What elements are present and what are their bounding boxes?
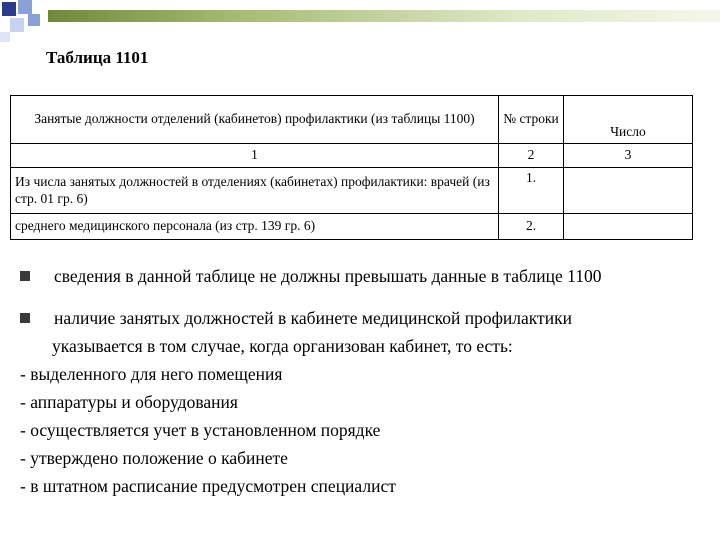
deco-square-pale bbox=[0, 32, 10, 42]
table-row bbox=[11, 168, 693, 214]
dash-item: - осуществляется учет в установленном порядке bbox=[20, 420, 381, 440]
table-row bbox=[11, 214, 693, 240]
note-text: наличие занятых должностей в кабинете медицинской профилактики bbox=[54, 308, 572, 328]
table-numbering-row bbox=[11, 144, 693, 168]
deco-square-blue-2 bbox=[28, 14, 40, 26]
table-title: Таблица 1101 bbox=[46, 48, 149, 67]
form-table-1101 bbox=[10, 95, 693, 240]
square-bullet-icon bbox=[20, 313, 30, 323]
row-number: 1. bbox=[499, 168, 564, 214]
header-count: Число bbox=[564, 96, 693, 144]
deco-square-light bbox=[10, 18, 24, 32]
header-row-number: № строки bbox=[499, 96, 564, 144]
dash-item: - выделенного для него помещения bbox=[20, 364, 283, 384]
header-accent-bar bbox=[48, 10, 720, 22]
row-number: 2. bbox=[499, 214, 564, 240]
note-text: сведения в данной таблице не должны превышать данные в таблице 1100 bbox=[54, 266, 602, 286]
dash-item: - утверждено положение о кабинете bbox=[20, 448, 288, 468]
header-positions: Занятые должности отделений (кабинетов) профилактики (из таблицы 1100) bbox=[11, 96, 499, 144]
numbering-cell: 1 bbox=[11, 144, 499, 168]
deco-square-dark bbox=[2, 2, 16, 16]
notes-list bbox=[20, 262, 710, 500]
row-value bbox=[564, 168, 693, 214]
table-header-row bbox=[11, 96, 693, 144]
row-label: среднего медицинского персонала (из стр. 139 гр. 6) bbox=[11, 214, 499, 240]
dash-item: - в штатном расписание предусмотрен специалист bbox=[20, 476, 396, 496]
slide-decoration bbox=[0, 0, 720, 40]
dash-item: - аппаратуры и оборудования bbox=[20, 392, 238, 412]
numbering-cell: 2 bbox=[499, 144, 564, 168]
square-bullet-icon bbox=[20, 271, 30, 281]
note-continuation: указывается в том случае, когда организован кабинет, то есть: bbox=[52, 336, 513, 356]
row-value bbox=[564, 214, 693, 240]
row-label: Из числа занятых должностей в отделениях (кабинетах) профилактики: врачей (из стр. 01 гр. 6) bbox=[11, 168, 499, 214]
note-bullet-2 bbox=[20, 304, 710, 332]
note-bullet-1 bbox=[20, 262, 710, 290]
numbering-cell: 3 bbox=[564, 144, 693, 168]
deco-square-blue bbox=[18, 0, 32, 14]
